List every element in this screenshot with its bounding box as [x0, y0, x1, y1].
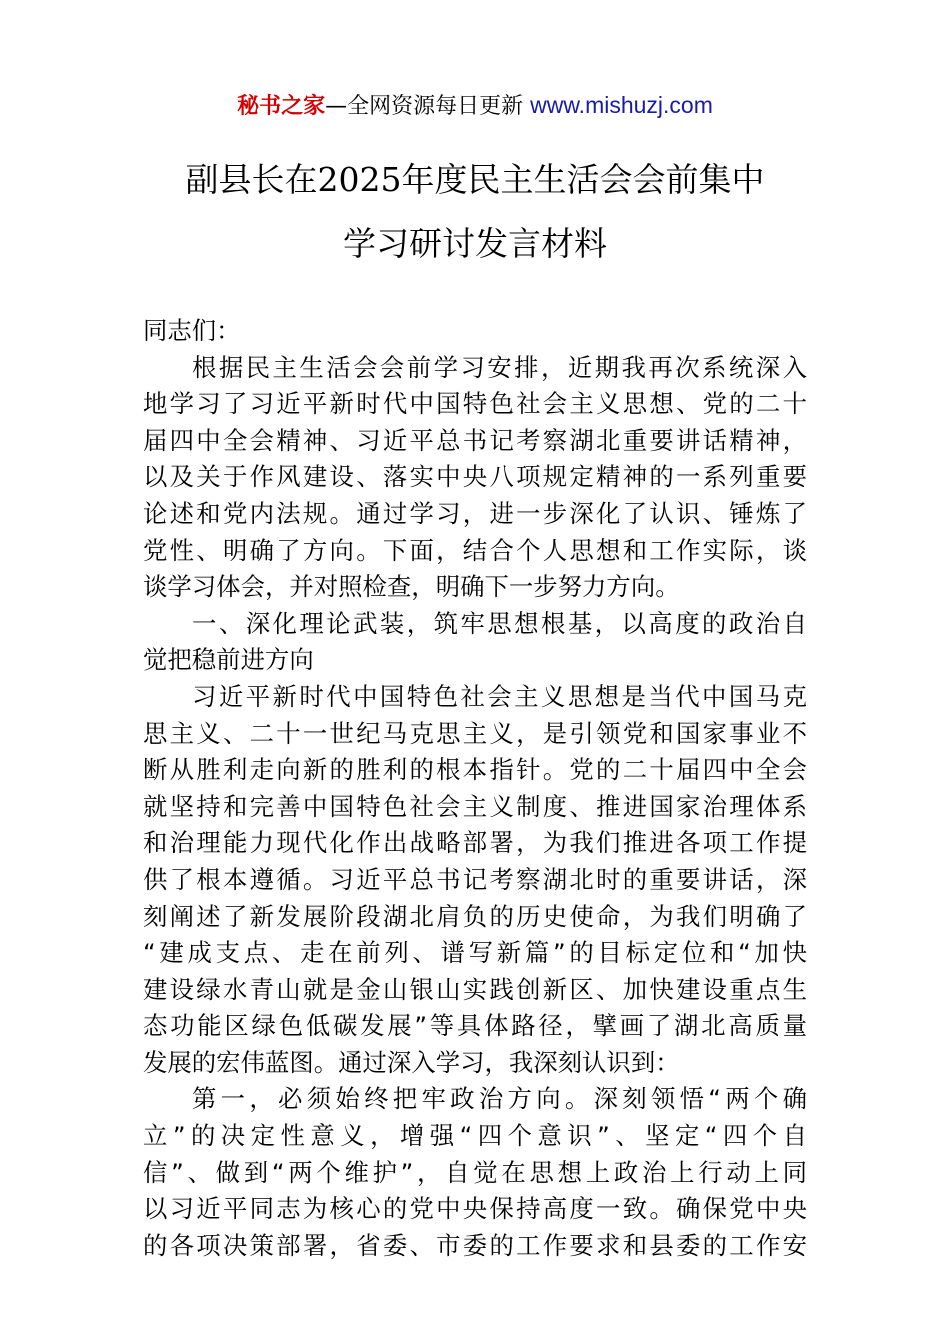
- body-line: 供了根本遵循。习近平总书记考察湖北时的重要讲话，深: [143, 864, 807, 894]
- title-line: 副县长在2025年度民主生活会会前集中: [185, 160, 765, 199]
- body-line: 态功能区绿色低碳发展”等具体路径，擘画了湖北高质量: [143, 1011, 807, 1041]
- body-line: 届四中全会精神、习近平总书记考察湖北重要讲话精神，: [143, 425, 807, 455]
- section-heading-line: 觉把稳前进方向: [143, 645, 314, 675]
- body-line: 信”、做到“两个维护”，自觉在思想上政治上行动上同: [143, 1157, 807, 1187]
- title-line: 学习研讨发言材料: [343, 224, 607, 263]
- body-line: 的各项决策部署，省委、市委的工作要求和县委的工作安: [143, 1230, 807, 1260]
- body-line: 以习近平同志为核心的党中央保持高度一致。确保党中央: [143, 1194, 807, 1224]
- body-line: 谈学习体会，并对照检查，明确下一步努力方向。: [143, 572, 680, 602]
- body-line: “建成支点、走在前列、谱写新篇”的目标定位和“加快: [143, 938, 807, 968]
- body-line: 第一，必须始终把牢政治方向。深刻领悟“两个确: [192, 1084, 807, 1114]
- body-line: 思主义、二十一世纪马克思主义，是引领党和国家事业不: [143, 718, 807, 748]
- body-line: 以及关于作风建设、落实中央八项规定精神的一系列重要: [143, 462, 807, 492]
- body-line: 立”的决定性意义，增强“四个意识”、坚定“四个自: [143, 1121, 807, 1151]
- body-line: 习近平新时代中国特色社会主义思想是当代中国马克: [192, 681, 807, 711]
- section-heading-line: 一、深化理论武装，筑牢思想根基，以高度的政治自: [192, 608, 807, 638]
- body-line: 根据民主生活会会前学习安排，近期我再次系统深入: [192, 352, 807, 382]
- body-line: 刻阐述了新发展阶段湖北肩负的历史使命，为我们明确了: [143, 901, 807, 931]
- body-line: 就坚持和完善中国特色社会主义制度、推进国家治理体系: [143, 791, 807, 821]
- body-line: 建设绿水青山就是金山银山实践创新区、加快建设重点生: [143, 974, 807, 1004]
- site-url-link[interactable]: www.mishuzj.com: [530, 92, 713, 118]
- tagline: —全网资源每日更新: [325, 94, 524, 119]
- brand-name: 秘书之家: [237, 94, 326, 119]
- body-line: 断从胜利走向新的胜利的根本指针。党的二十届四中全会: [143, 755, 807, 785]
- document-body: [143, 313, 807, 1264]
- document-title: [0, 148, 950, 276]
- body-line: 和治理能力现代化作出战略部署，为我们推进各项工作提: [143, 828, 807, 858]
- body-line: 地学习了习近平新时代中国特色社会主义思想、党的二十: [143, 389, 807, 419]
- body-line: 党性、明确了方向。下面，结合个人思想和工作实际，谈: [143, 535, 807, 565]
- body-line: 发展的宏伟蓝图。通过深入学习，我深刻认识到：: [143, 1047, 680, 1077]
- body-line: 论述和党内法规。通过学习，进一步深化了认识、锤炼了: [143, 498, 807, 528]
- salutation: 同志们：: [143, 316, 241, 345]
- site-header: [0, 88, 950, 124]
